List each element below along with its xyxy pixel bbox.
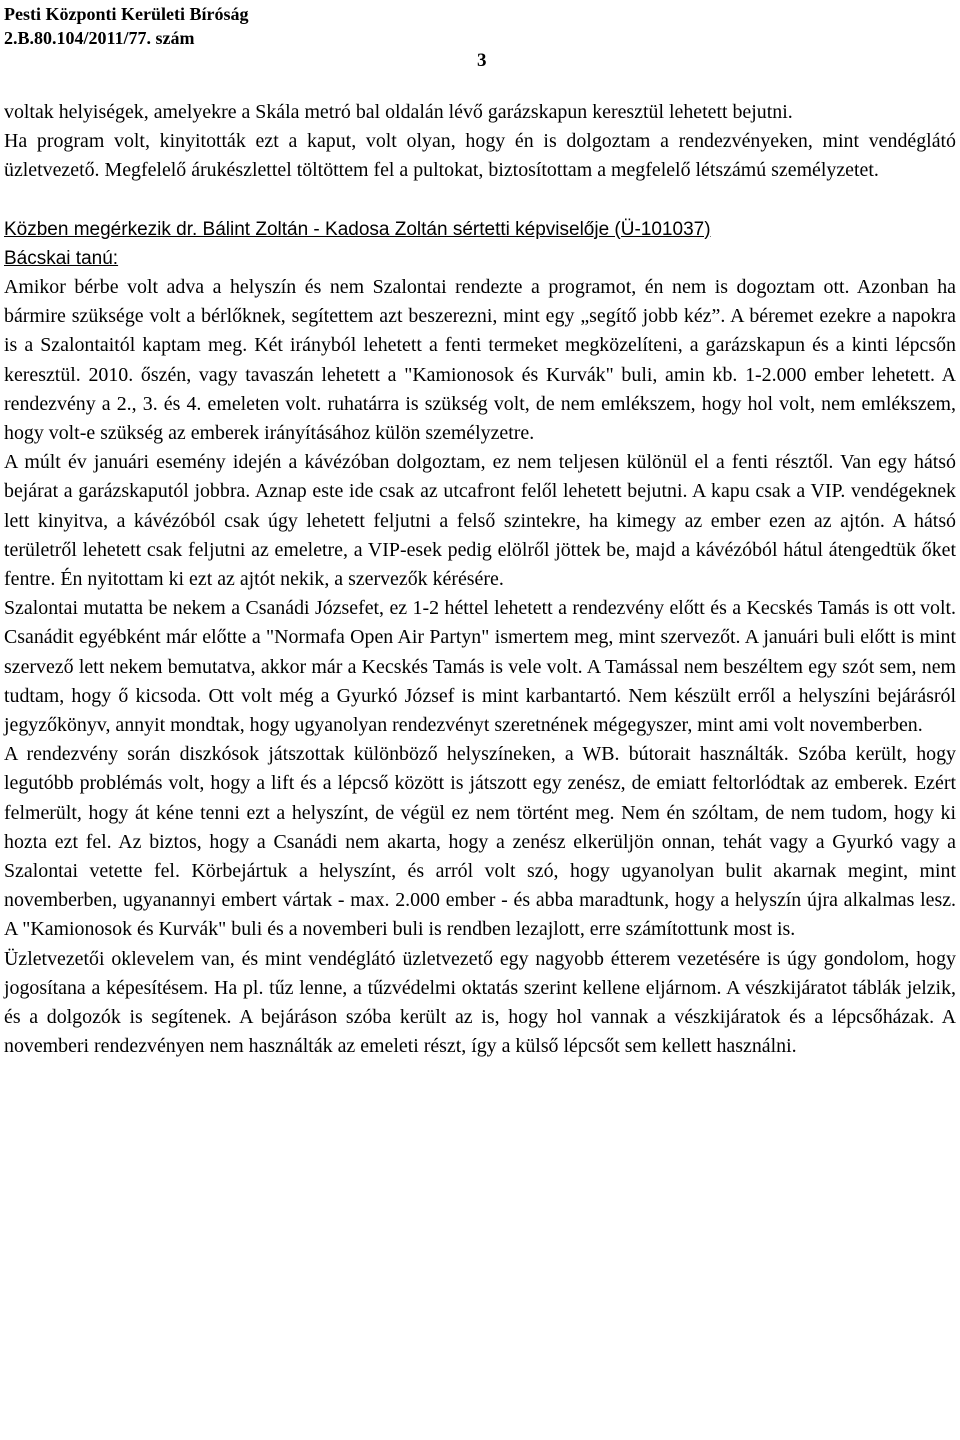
document-header <box>4 2 248 50</box>
paragraph-continuation: voltak helyiségek, amelyekre a Skála metró bal oldalán lévő garázskapun keresztül lehetett bejutni. <box>4 101 793 123</box>
witness-heading: Bácskai tanú: <box>4 247 119 269</box>
case-number: 2.B.80.104/2011/77. szám <box>4 28 195 48</box>
court-name: Pesti Központi Kerületi Bíróság <box>4 4 249 24</box>
paragraph-testimony-organizers: Szalontai mutatta be nekem a Csanádi Józsefet, ez 1-2 héttel lehetett a rendezvény előtt és a Kecskés Tamás is ott volt. Csanádit egyébként már előtte a "Normafa Open Air Partyn" ismertem meg, mint szervezőt. A januári buli előtt is mint szervező lett nekem bemutatva, akkor már a Kecskés Tamás is vele volt. A Tamással nem beszéltem egy szót sem, nem tudtam, hogy ő kicsoda. Ott volt még a Gyurkó József is mint karbantartó. Nem készült erről a helyszíni bejárásról jegyzőkönyv, annyit mondtak, hogy ugyanolyan rendezvényt szeretnének mégegyszer, mint ami volt novemberben. <box>4 597 956 737</box>
paragraph-testimony-january: A múlt év januári esemény idején a kávézóban dolgoztam, ez nem teljesen különül el a fenti résztől. Van egy hátsó bejárat a garázskaputól jobbra. Aznap este ide csak az utcafront felől lehetett bejutni. A kapu csak a VIP. vendégeknek lett kinyitva, a kávézóból csak úgy lehetett feljutni a felső szintekre, ha kimegy az ember ezen az ajtón. A hátsó területről lehetett csak feljutni az emeletre, a VIP-esek pedig elölről jöttek be, majd a kávézóból hátul átengedtük őket fentre. Én nyitottam ki ezt az ajtót nekik, a szervezők kérésére. <box>4 451 956 591</box>
page-number: 3 <box>477 50 487 71</box>
document-body <box>4 98 956 1062</box>
paragraph-testimony-event: A rendezvény során diszkósok játszottak különböző helyszíneken, a WB. bútorait használták. Szóba került, hogy legutóbb problémás volt, hogy a lift és a lépcső között is játszott egy zenész, de emiatt feltorlódtak az emberek. Ezért felmerült, hogy át kéne tenni ezt a helyszínt, de végül ez nem történt meg. Nem én szóltam, de nem tudom, hogy ki hozta ezt fel. Az biztos, hogy a Csanádi nem akarta, hogy a zenész elkerüljön onnan, tehát vagy a Gyurkó vagy a Szalontai vetette fel. Körbejártuk a helyszínt, és arról volt szó, hogy ugyanolyan bulit akarnak megint, mint novemberben, ugyanannyi embert vártak - max. 2.000 ember - és abba maradtunk, hogy a helyszín újra alkalmas lesz. A "Kamionosok és Kurvák" buli és a novemberi buli is rendben lezajlott, erre számítottunk most is. <box>4 743 956 941</box>
paragraph-testimony-qualification: Üzletvezetői oklevelem van, és mint vendéglátó üzletvezető egy nagyobb étterem vezetésére is úgy gondolom, hogy jogosítana a képesítésem. Ha pl. tűz lenne, a tűzvédelmi oktatás szerint kellene eljárnom. A vészkijáratot táblák jelzik, és a dolgozók is segítenek. A bejáráson szóba került az is, hogy hol vannak a vészkijáratok és a lépcsőházak. A novemberi rendezvényen nem használták az emeleti részt, így a külső lépcsőt sem kellett használni. <box>4 947 956 1058</box>
paragraph-program: Ha program volt, kinyitották ezt a kaput, volt olyan, hogy én is dolgoztam a rendezvényeken, mint vendéglátó üzletvezető. Megfelelő árukészlettel töltöttem fel a pultokat, biztosítottam a megfelelő létszámú személyzetet. <box>4 130 956 182</box>
arrival-note: Közben megérkezik dr. Bálint Zoltán - Kadosa Zoltán sértetti képviselője (Ü-101037) <box>4 218 711 240</box>
paragraph-testimony-rental: Amikor bérbe volt adva a helyszín és nem Szalontai rendezte a programot, én nem is dogoztam ott. Azonban ha bármire szüksége volt a bérlőknek, segítettem azt beszerezni, mint egy „segítő jobb kéz”. A béremet ezekre a napokra is a Szalontaitól kaptam meg. Két irányból lehetett a fenti termeket megközelíteni, a garázskapun és a kinti lépcsőn keresztül. 2010. őszén, vagy tavaszán lehetett a "Kamionosok és Kurvák" buli, amin kb. 1-2.000 ember lehetett. A rendezvény a 2., 3. és 4. emeleten volt. ruhatárra is szükség volt, de nem emlékszem, hogy hol volt, nem emlékszem, hogy volt-e szükség az emberek irányításához külön személyzetre. <box>4 276 956 445</box>
blank-line <box>4 186 956 215</box>
